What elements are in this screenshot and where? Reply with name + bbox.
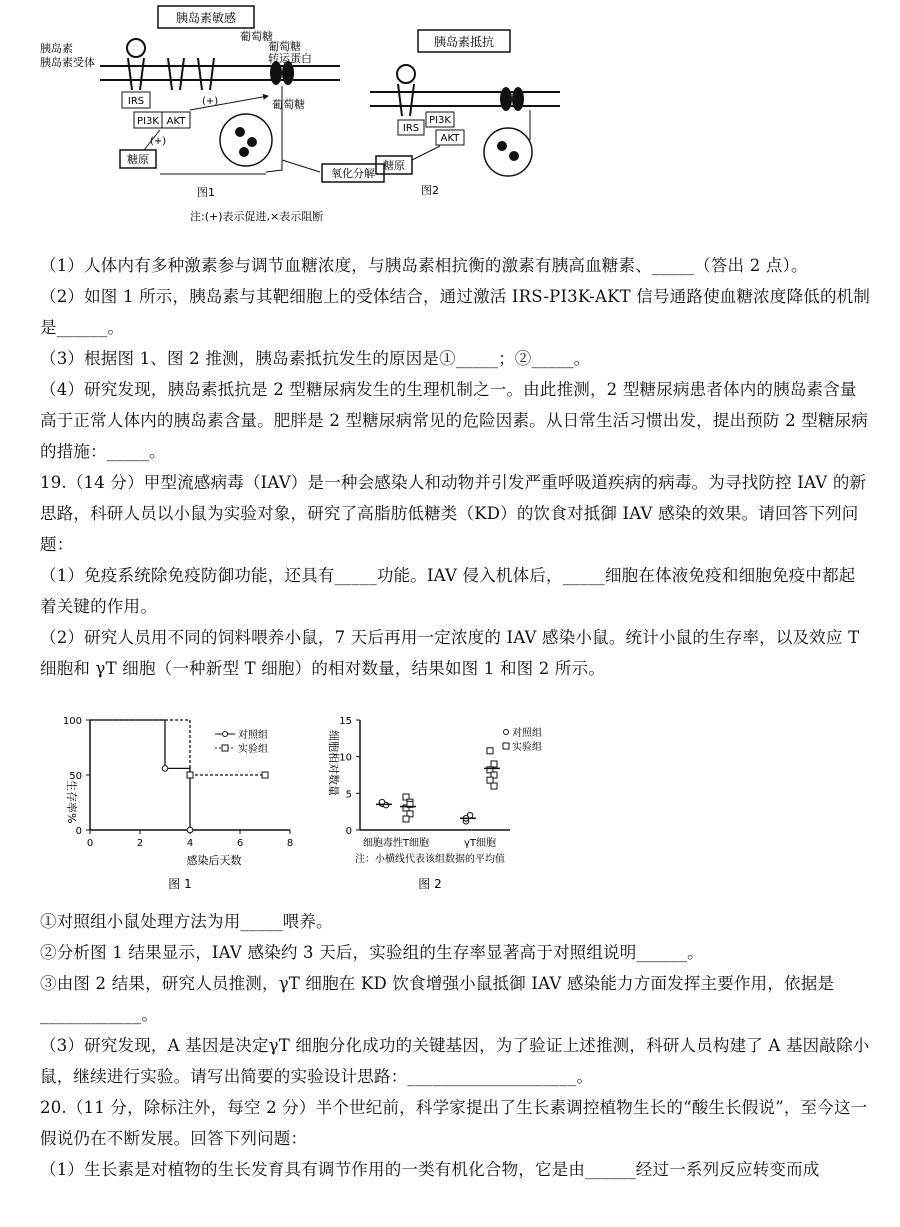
svg-text:葡萄糖: 葡萄糖	[272, 98, 305, 111]
c1-legend	[215, 728, 268, 755]
c1-xtick-label: 0	[86, 838, 94, 849]
insulin-pathway-figure	[40, 0, 560, 240]
c1-ytick-label: 50	[69, 771, 82, 782]
receptor-label: 胰岛素受体	[40, 56, 95, 69]
c2-note: 注：小横线代表该组数据的平均值	[355, 854, 505, 865]
c2-legend-0: 对照组	[512, 728, 542, 739]
irs-box: IRS	[127, 96, 145, 107]
c1-legend-0: 对照组	[238, 730, 268, 741]
q19-3: （3）研究发现，A 基因是决定γT 细胞分化成功的关键基因，为了验证上述推测，科研人员构建了 A 基因敲除小鼠，继续进行实验。请写出简要的实验设计思路：____________________。	[40, 1036, 870, 1086]
q20-1: （1）生长素是对植物的生长发育具有调节作用的一类有机化合物，它是由______经过一系列反应转变而成	[40, 1160, 820, 1179]
c1-point	[187, 772, 193, 778]
c1-ytick-label: 0	[75, 826, 82, 837]
c1-ytick-label: 100	[62, 716, 82, 727]
oxidation-box: 氧化分解	[331, 167, 375, 180]
akt-box: AKT	[166, 116, 186, 127]
svg-text:PI3K: PI3K	[429, 115, 451, 126]
c2-ytick-label: 10	[339, 752, 352, 764]
q19-2: （2）研究人员用不同的饲料喂养小鼠，7 天后再用一定浓度的 IAV 感染小鼠。统计小鼠的生存率，以及效应 T 细胞和 γT 细胞（一种新型 T 细胞）的相对数量，结果如图 1 和图 2 所示。	[40, 628, 860, 678]
c2-legend	[503, 726, 542, 753]
c2-point	[487, 748, 493, 754]
c1-point	[187, 827, 193, 833]
q18-4: （4）研究发现，胰岛素抵抗是 2 型糖尿病发生的生理机制之一。由此推测，2 型糖尿病患者体内的胰岛素含量高于正常人体内的胰岛素含量。肥胖是 2 型糖尿病常见的危险因素。从日常生活习惯出发，提出预防 2 型糖尿病的措施：_____。	[40, 380, 869, 461]
fig1-caption: 图1	[197, 186, 215, 199]
glycogen-box: 糖原	[127, 153, 149, 166]
q18-1: （1）人体内有多种激素参与调节血糖浓度，与胰岛素相抗衡的激素有胰高血糖素、_____（答出 2 点）。	[40, 256, 808, 275]
c1-point	[162, 766, 168, 772]
c2-point	[403, 816, 409, 822]
c1-ylabel: 生存率%	[65, 780, 78, 824]
survival-chart	[63, 716, 293, 891]
figure-note: 注:(+)表示促进,×表示阻断	[190, 210, 324, 223]
svg-text:转运蛋白: 转运蛋白	[268, 52, 312, 65]
svg-text:(+): (+)	[150, 136, 167, 147]
c1-xtick-label: 2	[136, 838, 144, 849]
q19-2-3: ③由图 2 结果，研究人员推测，γT 细胞在 KD 饮食增强小鼠抵御 IAV 感染能力方面发挥主要作用，依据是____________。	[40, 974, 835, 1024]
c2-cat-0: 细胞毒性T细胞	[362, 838, 430, 849]
c2-point	[487, 777, 493, 783]
cell-count-chart	[327, 716, 542, 891]
q20-intro: 20.（11 分，除标注外，每空 2 分）半个世纪前，科学家提出了生长素调控植物生长的“酸生长假说”，至今这一假说仍在不断发展。回答下列问题：	[40, 1098, 868, 1148]
c2-ytick-label: 15	[339, 716, 352, 727]
c2-ytick-label: 0	[345, 826, 352, 837]
c2-legend-1: 实验组	[512, 742, 542, 753]
glucose-label-top: 葡萄糖	[240, 30, 273, 43]
pi3k-box: PI3K	[137, 116, 159, 127]
c2-point	[491, 783, 497, 789]
svg-text:AKT: AKT	[440, 133, 460, 144]
q18-2: （2）如图 1 所示，胰岛素与其靶细胞上的受体结合，通过激活 IRS-PI3K-AKT 信号通路使血糖浓度降低的机制是______。	[40, 287, 871, 337]
q19-intro: 19.（14 分）甲型流感病毒（IAV）是一种会感染人和动物并引发严重呼吸道疾病的病毒。为寻找防控 IAV 的新思路，科研人员以小鼠为实验对象，研究了高脂肪低糖类（KD）的饮食对抵御 IAV 感染的效果。请回答下列问题：	[40, 473, 867, 554]
c1-xtick-label: 6	[236, 838, 244, 849]
q18-3: （3）根据图 1、图 2 推测，胰岛素抵抗发生的原因是①_____；②_____。	[40, 349, 591, 368]
iav-result-charts	[40, 700, 560, 900]
fig2-caption: 图2	[421, 184, 439, 197]
c2-ytick-label: 5	[345, 789, 352, 801]
c2-ylabel: 细胞相对数量	[327, 730, 340, 796]
c2-point	[491, 761, 497, 767]
svg-text:IRS: IRS	[402, 123, 420, 134]
c1-series-line-0	[90, 720, 190, 830]
c1-title: 图 1	[168, 877, 192, 891]
q19-1: （1）免疫系统除免疫防御功能，还具有_____功能。IAV 侵入机体后，_____细胞在体液免疫和细胞免疫中都起着关键的作用。	[40, 566, 856, 616]
c2-cat-1: γT细胞	[463, 838, 497, 849]
c1-xlabel: 感染后天数	[186, 854, 242, 867]
fig2-title: 胰岛素抵抗	[433, 35, 495, 49]
svg-text:(+): (+)	[202, 96, 219, 107]
q19-2-1: ①对照组小鼠处理方法为用_____喂养。	[40, 912, 333, 931]
insulin-label: 胰岛素	[40, 42, 73, 55]
c1-point	[262, 772, 268, 778]
q19-2-2: ②分析图 1 结果显示，IAV 感染约 3 天后，实验组的生存率显著高于对照组说明______。	[40, 943, 704, 962]
c2-title: 图 2	[418, 877, 442, 891]
fig1-title: 胰岛素敏感	[175, 11, 237, 25]
insulin-receptor	[127, 39, 214, 90]
svg-text:糖原: 糖原	[383, 159, 405, 172]
c1-xtick-label: 8	[286, 838, 294, 849]
svg-text:葡萄糖: 葡萄糖	[268, 40, 301, 53]
c1-xtick-label: 4	[186, 838, 194, 849]
c1-legend-1: 实验组	[238, 744, 268, 755]
